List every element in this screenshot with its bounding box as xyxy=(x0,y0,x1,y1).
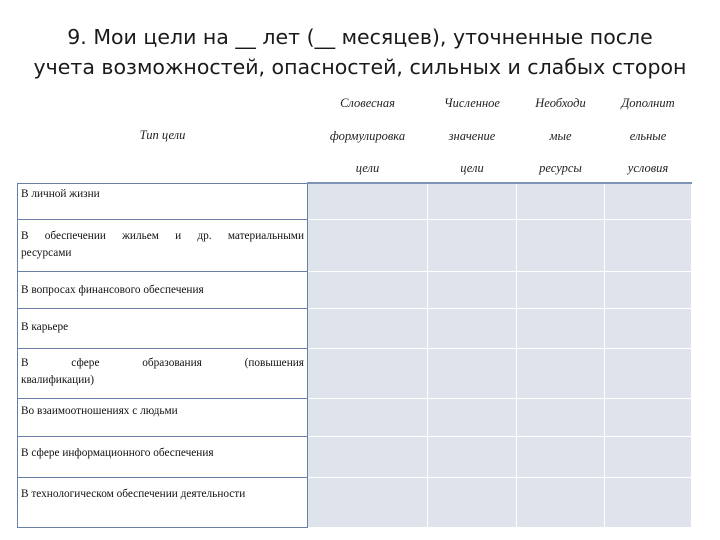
header-col-4 xyxy=(605,86,692,183)
table-cell[interactable] xyxy=(428,271,517,308)
table-row xyxy=(18,271,692,308)
table-cell[interactable] xyxy=(517,398,605,436)
table-cell[interactable] xyxy=(517,436,605,477)
row-label-line: квалификации) xyxy=(21,373,95,386)
table-cell[interactable] xyxy=(428,398,517,436)
table-row xyxy=(18,398,692,436)
row-label-line: В сфере образования (повышения xyxy=(21,356,304,369)
table-cell[interactable] xyxy=(428,348,517,398)
table-cell[interactable] xyxy=(308,348,428,398)
row-label-line: В сфере информационного обеспечения xyxy=(21,446,214,459)
row-label-line: ресурсами xyxy=(21,246,72,259)
row-label xyxy=(18,398,308,436)
table-cell[interactable] xyxy=(428,477,517,527)
row-label xyxy=(18,348,308,398)
title-line-2: учета возможностей, опасностей, сильных и слабых сторон xyxy=(33,55,687,79)
table-cell[interactable] xyxy=(517,348,605,398)
header-col-1 xyxy=(308,86,428,183)
table-row xyxy=(18,436,692,477)
table-cell[interactable] xyxy=(517,308,605,348)
header-col-4-line-1: Дополнит xyxy=(621,96,675,110)
row-label xyxy=(18,436,308,477)
header-col-3 xyxy=(517,86,605,183)
header-col-2-line-1: Численное xyxy=(444,96,500,110)
table-cell[interactable] xyxy=(517,219,605,271)
table-cell[interactable] xyxy=(605,477,692,527)
table-row xyxy=(18,183,692,219)
row-label xyxy=(18,477,308,527)
header-type-label: Тип цели xyxy=(139,128,186,142)
table-cell[interactable] xyxy=(605,308,692,348)
header-col-4-line-2: ельные xyxy=(629,128,667,143)
table-row xyxy=(18,477,692,527)
table-cell[interactable] xyxy=(428,219,517,271)
header-row xyxy=(18,86,692,183)
table-cell[interactable] xyxy=(308,436,428,477)
table-cell[interactable] xyxy=(517,183,605,219)
header-col-1-line-2: формулировка xyxy=(329,128,406,143)
row-label xyxy=(18,183,308,219)
table-cell[interactable] xyxy=(308,477,428,527)
slide-title xyxy=(0,22,720,82)
header-col-1-line-1: Словесная xyxy=(340,96,395,110)
row-label-line: В вопросах финансового обеспечения xyxy=(21,283,204,296)
table-row xyxy=(18,308,692,348)
table-row xyxy=(18,348,692,398)
table-cell[interactable] xyxy=(605,271,692,308)
title-line-1: 9. Мои цели на __ лет (__ месяцев), уточненные после xyxy=(67,25,653,49)
table-cell[interactable] xyxy=(517,271,605,308)
header-col-3-line-2: мые xyxy=(549,128,572,143)
table-cell[interactable] xyxy=(605,219,692,271)
table-cell[interactable] xyxy=(605,398,692,436)
row-label xyxy=(18,271,308,308)
table-cell[interactable] xyxy=(517,477,605,527)
table-cell[interactable] xyxy=(308,398,428,436)
table-cell[interactable] xyxy=(308,271,428,308)
row-label-line: В карьере xyxy=(21,320,69,333)
row-label-line: Во взаимоотношениях с людьми xyxy=(21,404,178,417)
row-label-line: В обеспечении жильем и др. материальными xyxy=(21,229,304,242)
row-label-line: В личной жизни xyxy=(21,187,100,200)
table-cell[interactable] xyxy=(605,183,692,219)
header-col-3-line-3: ресурсы xyxy=(539,161,582,175)
table-cell[interactable] xyxy=(308,219,428,271)
row-label xyxy=(18,308,308,348)
table-row xyxy=(18,219,692,271)
table-cell[interactable] xyxy=(605,436,692,477)
row-label-line: В технологическом обеспечении деятельности xyxy=(21,487,246,500)
table-cell[interactable] xyxy=(428,308,517,348)
header-col-2 xyxy=(428,86,517,183)
header-col-1-line-3: цели xyxy=(355,161,380,175)
header-col-3-line-1: Необходи xyxy=(535,96,586,110)
goals-table xyxy=(17,86,692,528)
header-col-2-line-2: значение xyxy=(448,128,496,143)
table-cell[interactable] xyxy=(308,183,428,219)
table-cell[interactable] xyxy=(428,183,517,219)
table-cell[interactable] xyxy=(428,436,517,477)
table-cell[interactable] xyxy=(308,308,428,348)
header-col-2-line-3: цели xyxy=(460,161,484,175)
table-cell[interactable] xyxy=(605,348,692,398)
row-label xyxy=(18,219,308,271)
header-type xyxy=(18,86,308,183)
header-col-4-line-3: условия xyxy=(627,161,669,175)
